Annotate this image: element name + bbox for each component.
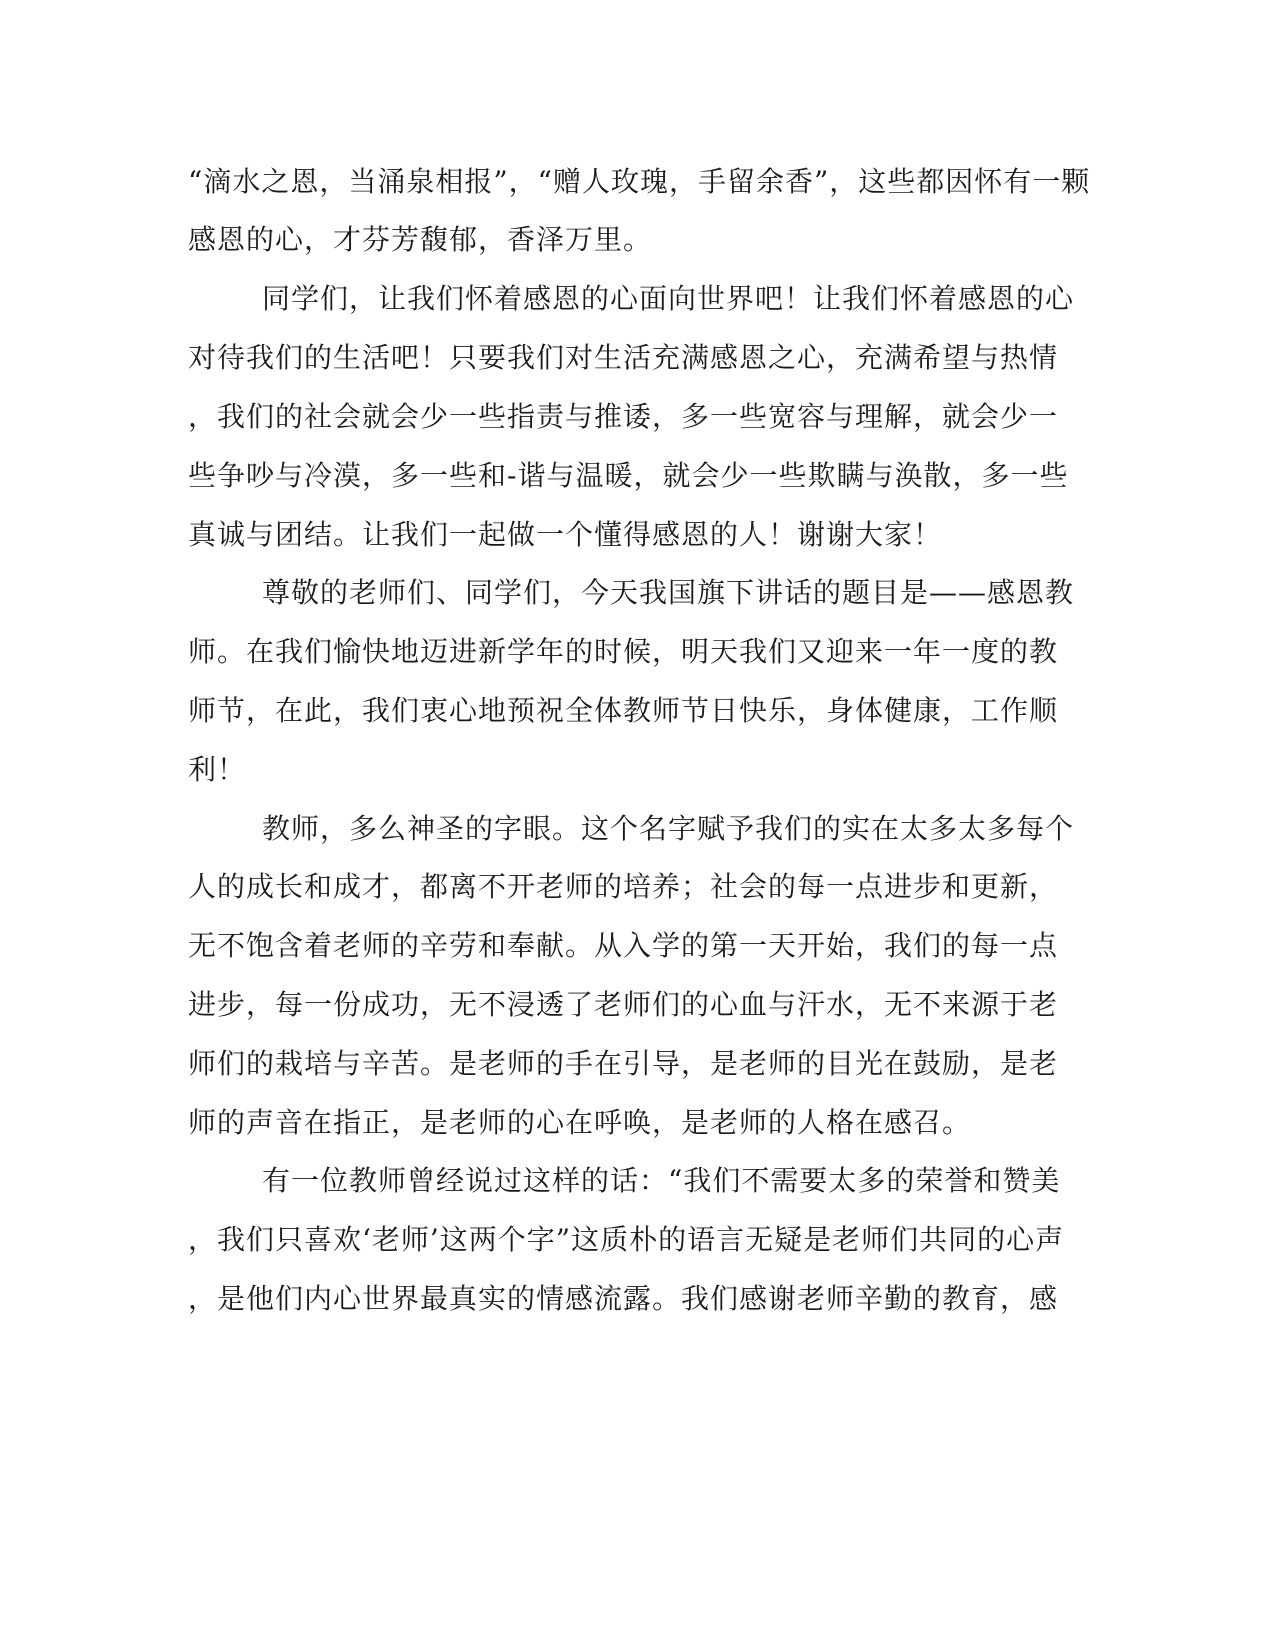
text-line: ，我们的社会就会少一些指责与推诿，多一些宽容与理解，就会少一 — [188, 400, 1059, 433]
text-line: 师节，在此，我们衷心地预祝全体教师节日快乐，身体健康，工作顺 — [188, 694, 1059, 727]
text-line: 教师，多么神圣的字眼。这个名字赋予我们的实在太多太多每个 — [262, 812, 1075, 845]
text-line: 尊敬的老师们、同学们，今天我国旗下讲话的题目是——感恩教 — [262, 576, 1075, 609]
text-line: 师的声音在指正，是老师的心在呼唤，是老师的人格在感召。 — [188, 1106, 972, 1139]
text-line: 师。在我们愉快地迈进新学年的时候，明天我们又迎来一年一度的教 — [188, 635, 1059, 668]
text-line: “滴水之恩，当涌泉相报”，“赠人玫瑰，手留余香”，这些都因怀有一颗 — [188, 165, 1091, 198]
text-line: 利！ — [188, 753, 247, 786]
text-line: 些争吵与冷漠，多一些和-谐与温暖，就会少一些欺瞒与涣散，多一些 — [188, 459, 1069, 492]
text-line: 对待我们的生活吧！只要我们对生活充满感恩之心，充满希望与热情 — [188, 341, 1059, 374]
text-line: 进步，每一份成功，无不浸透了老师们的心血与汗水，无不来源于老 — [188, 988, 1059, 1021]
text-line: ，我们只喜欢‘老师’这两个字”这质朴的语言无疑是老师们共同的心声 — [188, 1223, 1065, 1256]
text-line: ，是他们内心世界最真实的情感流露。我们感谢老师辛勤的教育，感 — [188, 1282, 1059, 1315]
text-line: 师们的栽培与辛苦。是老师的手在引导，是老师的目光在鼓励，是老 — [188, 1047, 1059, 1080]
text-line: 同学们，让我们怀着感恩的心面向世界吧！让我们怀着感恩的心 — [262, 282, 1075, 315]
text-line: 有一位教师曾经说过这样的话：“我们不需要太多的荣誉和赞美 — [262, 1164, 1061, 1197]
text-line: 人的成长和成才，都离不开老师的培养；社会的每一点进步和更新， — [188, 870, 1059, 903]
text-line: 真诚与团结。让我们一起做一个懂得感恩的人！谢谢大家！ — [188, 518, 943, 551]
text-line: 感恩的心，才芬芳馥郁，香泽万里。 — [188, 223, 653, 256]
text-line: 无不饱含着老师的辛劳和奉献。从入学的第一天开始，我们的每一点 — [188, 929, 1059, 962]
